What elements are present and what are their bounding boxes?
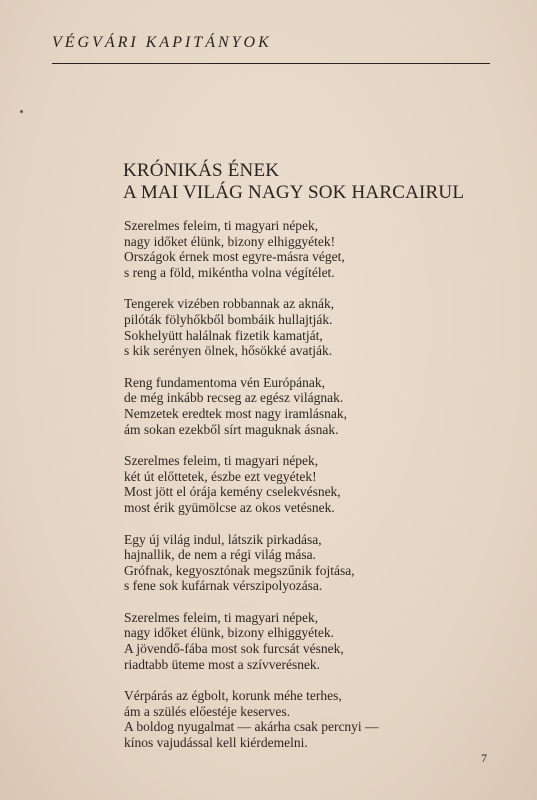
- verse-line: kínos vajudással kell kiérdemelni.: [124, 735, 308, 751]
- poem-title-line: KRÓNIKÁS ÉNEK: [123, 160, 280, 181]
- poem-title-line: A MAI VILÁG NAGY SOK HARCAIRUL: [123, 182, 465, 203]
- verse-line: Tengerek vizében robbannak az aknák,: [124, 296, 335, 312]
- verse-line: nagy időket élünk, bizony elhiggyétek.: [124, 625, 334, 641]
- stanza: [124, 296, 444, 358]
- verse-line: s kik serényen ölnek, hősökké avatják.: [124, 343, 333, 359]
- verse-line: Vérpárás az égbolt, korunk méhe terhes,: [124, 688, 342, 704]
- verse-line: s fene sok kufárnak vérszipolyozása.: [124, 578, 323, 594]
- running-head: VÉGVÁRI KAPITÁNYOK: [52, 34, 272, 51]
- stanza: [124, 453, 444, 515]
- verse-line: Most jött el órája kemény cselekvésnek,: [124, 484, 341, 500]
- verse-line: most érik gyümölcse az okos vetésnek.: [124, 499, 335, 515]
- verse-line: Reng fundamentoma vén Európának,: [124, 374, 325, 390]
- ink-speck: [20, 110, 23, 113]
- verse-line: két út előttetek, észbe ezt vegyétek!: [124, 468, 317, 484]
- verse-line: Szerelmes feleim, ti magyari népek,: [124, 453, 319, 469]
- verse-line: Országok érnek most egyre-másra véget,: [124, 249, 345, 265]
- stanza: [124, 688, 444, 750]
- stanza: [124, 218, 444, 280]
- stanza: [124, 610, 444, 672]
- verse-line: Sokhelyütt halálnak fizetik kamatját,: [124, 327, 323, 343]
- verse-line: ám a szülés előestéje keserves.: [124, 703, 291, 719]
- verse-line: s reng a föld, mikéntha volna végítélet.: [124, 264, 335, 280]
- verse-line: ám sokan ezekből sírt maguknak ásnak.: [124, 421, 339, 437]
- stanza: [124, 375, 444, 437]
- verse-line: Szerelmes feleim, ti magyari népek,: [124, 218, 319, 233]
- verse-line: pilóták fölyhőkből bombáik hullajtják.: [124, 311, 333, 327]
- poem-body: [124, 218, 444, 767]
- poem-title: [123, 160, 464, 204]
- verse-line: A jövendő-fába most sok furcsát vésnek,: [124, 641, 344, 657]
- verse-line: Egy új világ indul, látszik pirkadása,: [124, 531, 322, 547]
- verse-line: riadtabb üteme most a szívverésnek.: [124, 656, 321, 672]
- verse-line: de még inkább recseg az egész világnak.: [124, 390, 344, 406]
- stanza: [124, 532, 444, 594]
- verse-line: Grófnak, kegyosztónak megszűnik fojtása,: [124, 562, 355, 578]
- verse-line: A boldog nyugalmat — akárha csak percnyi —: [124, 719, 379, 735]
- page-number: 7: [481, 751, 487, 765]
- verse-line: nagy időket élünk, bizony elhiggyétek!: [124, 233, 336, 249]
- verse-line: hajnallik, de nem a régi világ mása.: [124, 547, 316, 563]
- verse-line: Szerelmes feleim, ti magyari népek,: [124, 609, 319, 625]
- header-rule: [52, 63, 490, 64]
- verse-line: Nemzetek eredtek most nagy iramlásnak,: [124, 405, 348, 421]
